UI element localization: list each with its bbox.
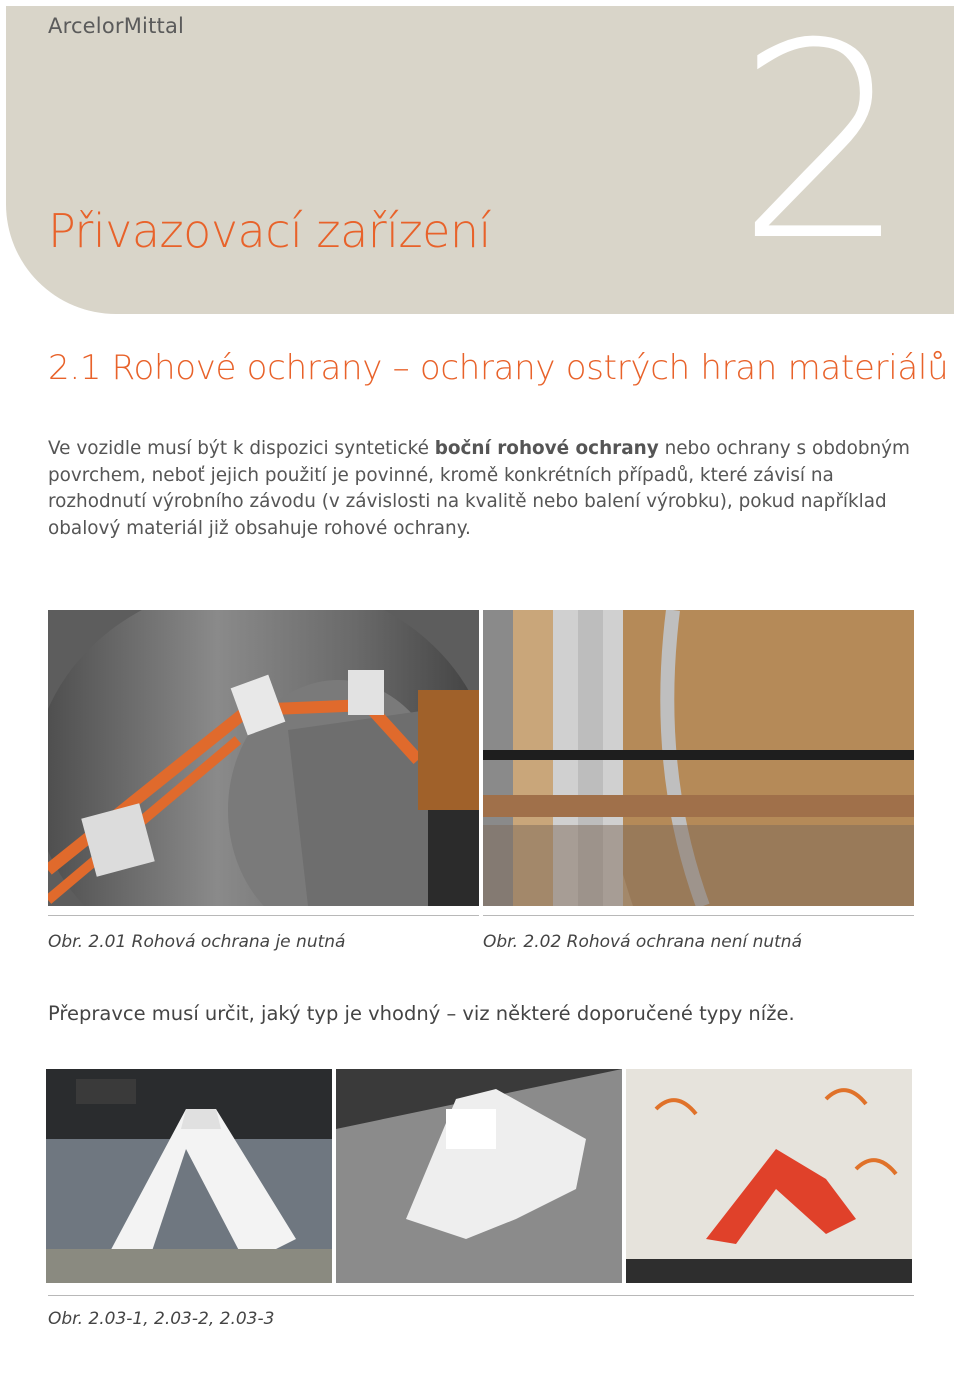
intro-paragraph bbox=[48, 436, 928, 542]
brand-logo-text: ArcelorMittal bbox=[48, 14, 185, 38]
figure-2-02-caption: Obr. 2.02 Rohová ochrana není nutná bbox=[483, 932, 802, 952]
section-heading: 2.1 Rohové ochrany – ochrany ostrých hran materiálů bbox=[48, 348, 949, 388]
carrier-note: Přepravce musí určit, jaký typ je vhodný – viz některé doporučené typy níže. bbox=[48, 1002, 795, 1025]
photo-red-corner-protector bbox=[626, 1069, 912, 1283]
intro-text-end: nebo ochrany s obdobným povrchem, neboť jejich použití je povinné, kromě konkrétních případů, které závisí na rozhodnutí výrobního závodu (v závislosti na kvalitě nebo balení výrobku), pokud například obalový materiál již obsahuje rohové ochrany. bbox=[48, 438, 910, 539]
intro-text-start: Ve vozidle musí být k dispozici syntetické bbox=[48, 438, 435, 459]
photo-white-corner-protector-1 bbox=[46, 1069, 332, 1283]
caption-rule-right bbox=[483, 915, 914, 916]
chapter-number: 2 bbox=[736, 0, 908, 300]
photo-coil-with-corner-protectors bbox=[48, 610, 479, 906]
intro-bold-term: boční rohové ochrany bbox=[434, 438, 659, 459]
caption-rule-left bbox=[48, 915, 479, 916]
chapter-title: Přivazovací zařízení bbox=[48, 204, 491, 258]
figure-2-03-caption: Obr. 2.03-1, 2.03-2, 2.03-3 bbox=[48, 1309, 275, 1329]
caption-rule-bottom bbox=[48, 1295, 914, 1296]
photo-coil-packaged bbox=[483, 610, 914, 906]
figure-2-01-caption: Obr. 2.01 Rohová ochrana je nutná bbox=[48, 932, 346, 952]
photo-white-corner-protector-2 bbox=[336, 1069, 622, 1283]
